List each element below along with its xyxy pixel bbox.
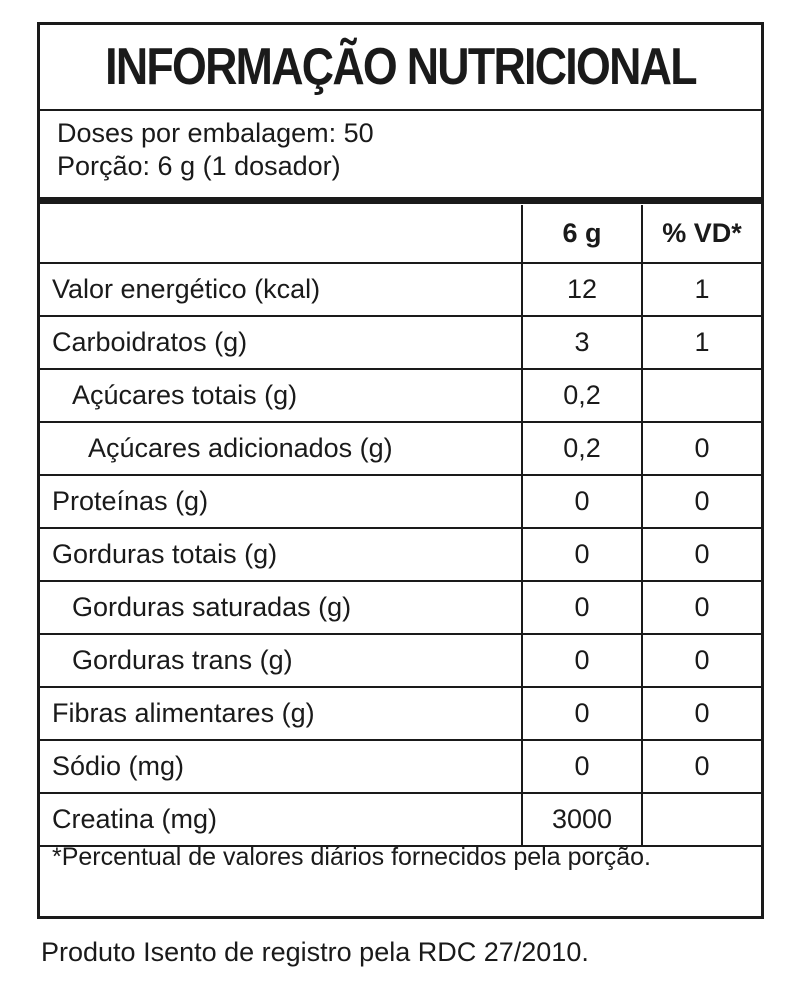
row-vd [641, 370, 761, 421]
row-name: Gorduras totais (g) [52, 539, 278, 569]
row-name: Gorduras saturadas (g) [72, 592, 352, 622]
row-vd: 0 [641, 529, 761, 580]
header-vd: % VD* [641, 205, 761, 262]
row-vd: 0 [641, 423, 761, 474]
row-quantity: 3 [521, 317, 641, 368]
row-quantity: 0 [521, 741, 641, 792]
nutrition-facts-label [37, 22, 764, 919]
label-title: INFORMAÇÃO NUTRICIONAL [105, 38, 696, 96]
row-name: Carboidratos (g) [52, 327, 248, 357]
row-quantity: 0 [521, 476, 641, 527]
row-vd: 1 [641, 317, 761, 368]
vd-footnote: *Percentual de valores diários fornecidos pela porção. [52, 843, 651, 871]
row-vd: 0 [641, 688, 761, 739]
table-header-row [40, 205, 761, 264]
table-row [40, 476, 761, 529]
row-vd: 0 [641, 635, 761, 686]
row-quantity: 0 [521, 635, 641, 686]
row-name: Sódio (mg) [52, 751, 185, 781]
title-divider [40, 109, 761, 111]
row-name: Gorduras trans (g) [72, 645, 293, 675]
row-vd: 0 [641, 741, 761, 792]
row-quantity: 3000 [521, 794, 641, 845]
row-name: Fibras alimentares (g) [52, 698, 315, 728]
row-name: Açúcares totais (g) [72, 380, 298, 410]
header-quantity: 6 g [521, 205, 641, 262]
row-name: Valor energético (kcal) [52, 274, 321, 304]
table-row [40, 582, 761, 635]
table-row [40, 370, 761, 423]
table-row [40, 529, 761, 582]
nutrition-table [40, 205, 761, 847]
portion-size: Porção: 6 g (1 dosador) [57, 151, 341, 181]
row-name: Açúcares adicionados (g) [88, 433, 393, 463]
registration-note: Produto Isento de registro pela RDC 27/2010. [41, 937, 589, 967]
table-row [40, 741, 761, 794]
table-row [40, 264, 761, 317]
row-name: Creatina (mg) [52, 804, 218, 834]
row-quantity: 0 [521, 688, 641, 739]
row-vd [641, 794, 761, 845]
doses-per-package: Doses por embalagem: 50 [57, 118, 374, 148]
row-quantity: 0 [521, 582, 641, 633]
table-row [40, 317, 761, 370]
row-quantity: 0 [521, 529, 641, 580]
row-name: Proteínas (g) [52, 486, 209, 516]
row-vd: 0 [641, 582, 761, 633]
header-name [40, 205, 521, 262]
row-quantity: 0,2 [521, 423, 641, 474]
row-quantity: 0,2 [521, 370, 641, 421]
row-vd: 0 [641, 476, 761, 527]
table-row [40, 635, 761, 688]
table-row [40, 688, 761, 741]
table-row [40, 423, 761, 476]
table-row [40, 794, 761, 847]
row-vd: 1 [641, 264, 761, 315]
thick-divider [40, 197, 761, 204]
row-quantity: 12 [521, 264, 641, 315]
serving-info [57, 117, 374, 183]
